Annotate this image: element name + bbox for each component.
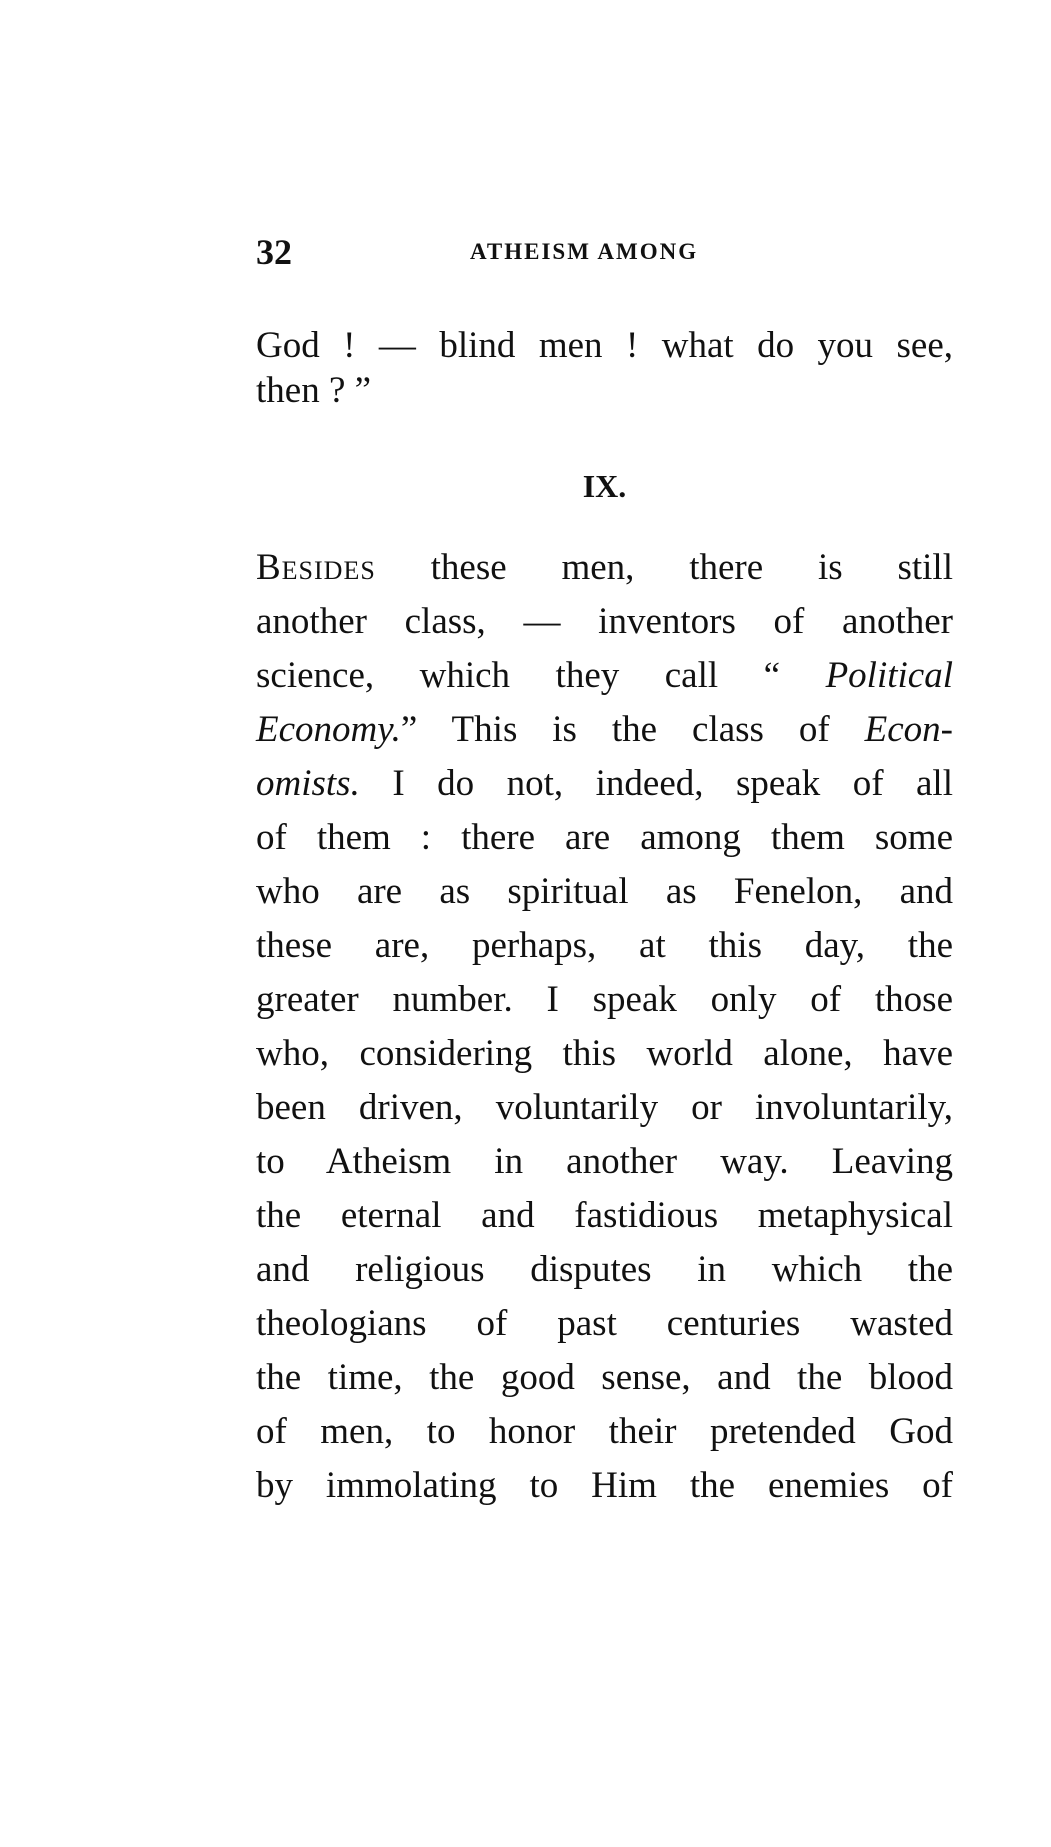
text-line: the time, the good sense, and the blood — [256, 1357, 953, 1398]
text-line — [256, 762, 953, 806]
text-fragment: these men, there is still — [375, 547, 953, 588]
text-line: these are, perhaps, at this day, the — [256, 925, 953, 966]
text-line: who are as spiritual as Fenelon, and — [256, 871, 953, 912]
running-head — [256, 232, 956, 272]
text-line: been driven, voluntarily or involuntarily, — [256, 1087, 953, 1128]
text-line: theologians of past centuries wasted — [256, 1303, 953, 1344]
italic-term: Econ- — [864, 709, 953, 750]
text-line: of men, to honor their pretended God — [256, 1411, 953, 1452]
text-line — [256, 546, 953, 590]
text-line: then ? ” — [256, 370, 372, 411]
lead-word: Besides — [256, 547, 376, 588]
italic-term: Economy. — [256, 709, 401, 750]
text-fragment: I do not, indeed, speak of all — [359, 763, 953, 804]
section-heading: IX. — [582, 468, 627, 504]
text-line: greater number. I speak only of those — [256, 979, 953, 1020]
text-fragment: science, which they call “ — [256, 655, 826, 696]
running-title: ATHEISM AMONG — [470, 239, 699, 264]
text-line: God ! — blind men ! what do you see, — [256, 325, 953, 366]
text-line: of them : there are among them some — [256, 817, 953, 858]
text-line: by immolating to Him the enemies of — [256, 1465, 953, 1506]
text-line: who, considering this world alone, have — [256, 1033, 953, 1074]
text-line: and religious disputes in which the — [256, 1249, 953, 1290]
italic-term: Political — [825, 655, 953, 696]
text-fragment: ” This is the class of — [400, 709, 865, 750]
text-line — [256, 708, 953, 752]
italic-term: omists. — [256, 763, 360, 804]
text-line — [256, 654, 953, 698]
text-line: the eternal and fastidious metaphysical — [256, 1195, 953, 1236]
text-line: another class, — inventors of another — [256, 601, 953, 642]
page-number: 32 — [256, 232, 292, 272]
text-line: to Atheism in another way. Leaving — [256, 1141, 953, 1182]
